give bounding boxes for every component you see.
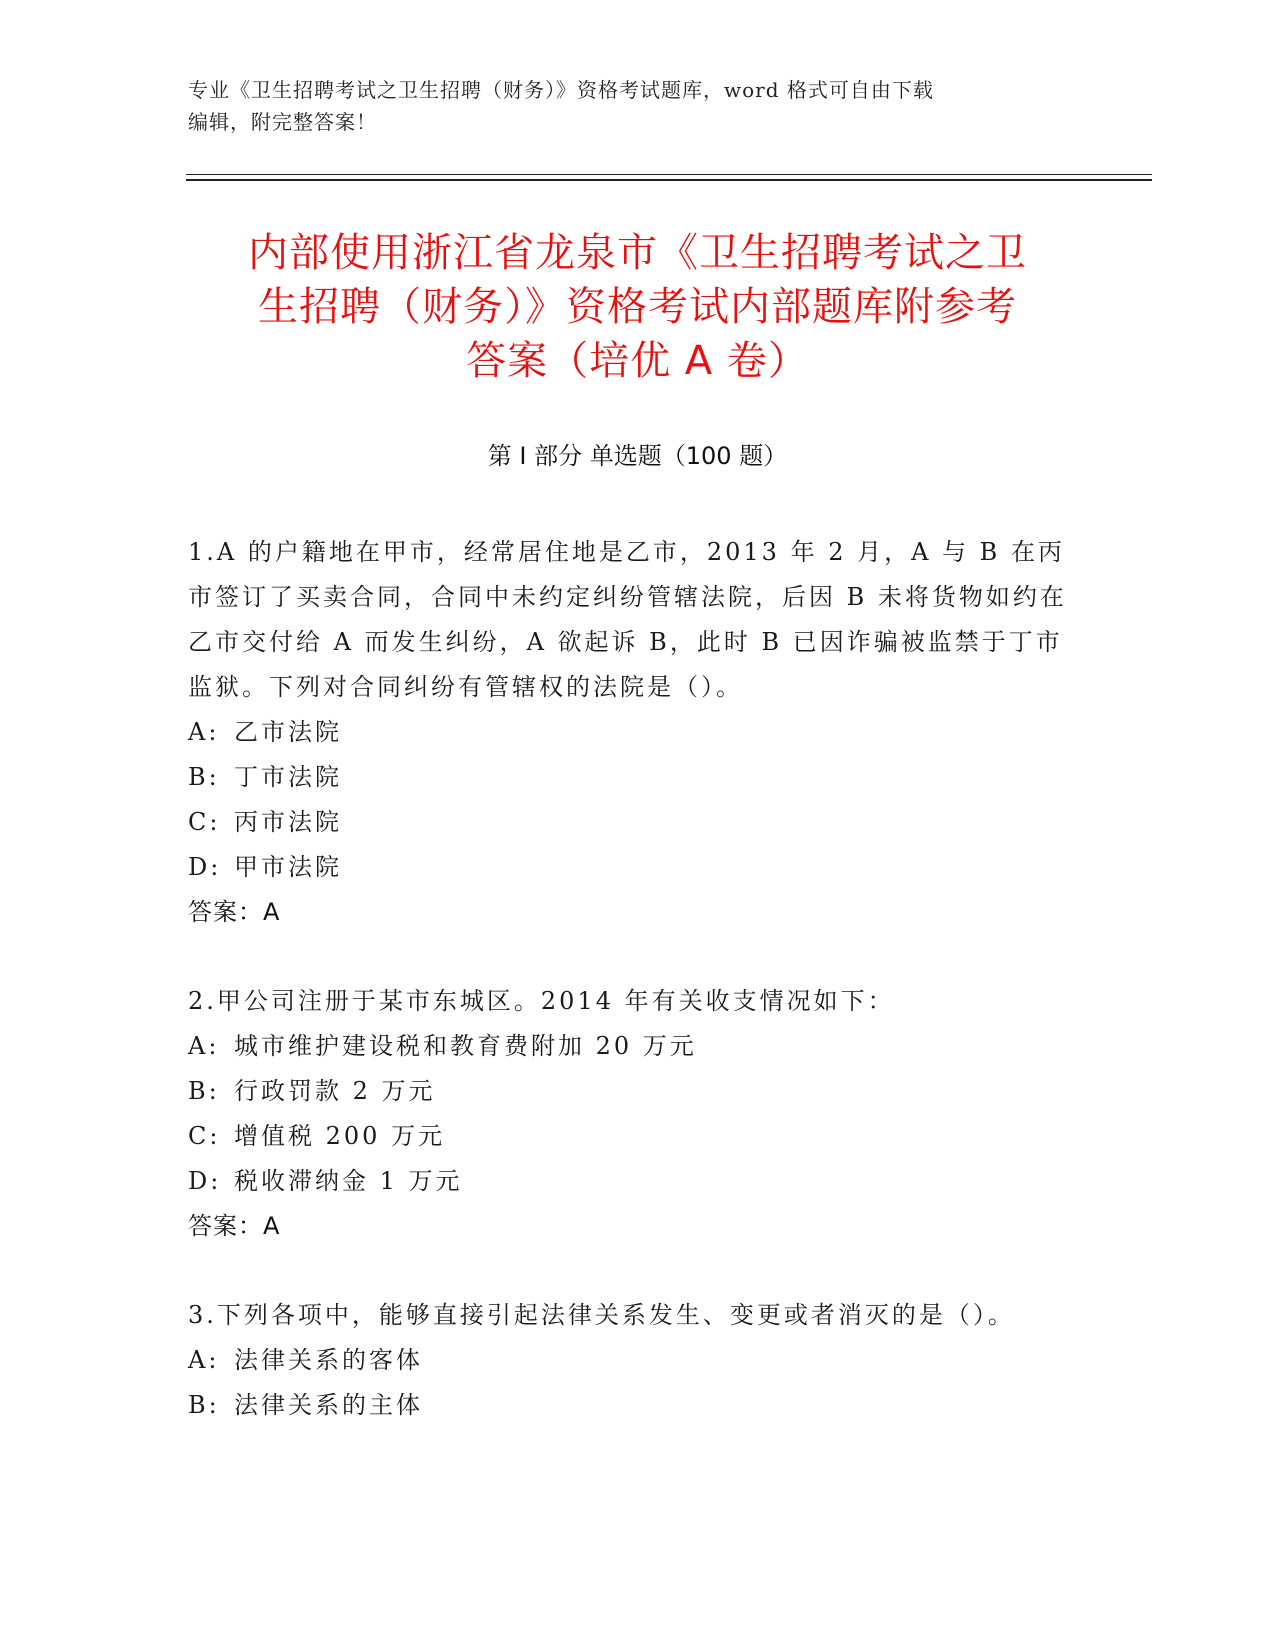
- header-note-line-2: 编辑，附完整答案！: [188, 110, 377, 134]
- option-letter: C:: [188, 1122, 221, 1150]
- answer-line: 答案：A: [188, 898, 281, 926]
- header-note-line-1: 专业《卫生招聘考试之卫生招聘（财务）》资格考试题库，word 格式可自由下载: [188, 78, 934, 102]
- option-c: [188, 1114, 1078, 1159]
- question-2: [188, 979, 1078, 1249]
- title-line-2: 生招聘（财务）》资格考试内部题库附参考: [258, 284, 1017, 330]
- option-letter: A:: [188, 1346, 220, 1374]
- option-text: 法律关系的主体: [234, 1391, 423, 1419]
- option-a: [188, 1338, 1078, 1383]
- option-letter: A:: [188, 1032, 220, 1060]
- header-rule-top: [186, 174, 1152, 175]
- question-1: [188, 530, 1078, 935]
- title-line-1: 内部使用浙江省龙泉市《卫生招聘考试之卫: [248, 230, 1027, 276]
- header-rule-bottom: [186, 179, 1152, 181]
- option-letter: B:: [188, 1391, 220, 1419]
- question-stem: 3.下列各项中，能够直接引起法律关系发生、变更或者消灭的是（）。: [188, 1301, 1015, 1329]
- option-letter: C:: [188, 808, 221, 836]
- question-stem: 1.A 的户籍地在甲市，经常居住地是乙市，2013 年 2 月，A 与 B 在丙市签订了买卖合同，合同中未约定纠纷管辖法院，后因 B 未将货物如约在乙市交付给 A 而发生纠纷，A 欲起诉 B，此时 B 已因诈骗被监禁于丁市监狱。下列对合同纠纷有管辖权的法院是（）。: [188, 538, 1067, 701]
- question-stem: 2.甲公司注册于某市东城区。2014 年有关收支情况如下：: [188, 987, 895, 1015]
- option-letter: D:: [188, 853, 222, 881]
- option-text: 丙市法院: [234, 808, 342, 836]
- question-list: [188, 530, 1078, 1472]
- document-title: [190, 226, 1085, 388]
- option-text: 城市维护建设税和教育费附加 20 万元: [234, 1032, 697, 1060]
- option-text: 乙市法院: [234, 718, 342, 746]
- answer-line: 答案：A: [188, 1212, 281, 1240]
- option-a: [188, 1024, 1078, 1069]
- option-letter: B:: [188, 1077, 220, 1105]
- option-a: [188, 710, 1078, 755]
- option-c: [188, 800, 1078, 845]
- question-3: [188, 1293, 1078, 1428]
- option-letter: B:: [188, 763, 220, 791]
- section-heading: 第 I 部分 单选题（100 题）: [487, 442, 788, 470]
- option-b: [188, 1069, 1078, 1114]
- option-text: 行政罚款 2 万元: [234, 1077, 436, 1105]
- title-line-3: 答案（培优 A 卷）: [466, 338, 809, 384]
- option-text: 增值税 200 万元: [234, 1122, 446, 1150]
- option-text: 法律关系的客体: [234, 1346, 423, 1374]
- option-text: 甲市法院: [234, 853, 342, 881]
- option-d: [188, 1159, 1078, 1204]
- option-letter: A:: [188, 718, 220, 746]
- option-letter: D:: [188, 1167, 222, 1195]
- option-d: [188, 845, 1078, 890]
- option-text: 丁市法院: [234, 763, 342, 791]
- option-b: [188, 755, 1078, 800]
- option-b: [188, 1383, 1078, 1428]
- header-note: [188, 74, 1088, 138]
- option-text: 税收滞纳金 1 万元: [234, 1167, 463, 1195]
